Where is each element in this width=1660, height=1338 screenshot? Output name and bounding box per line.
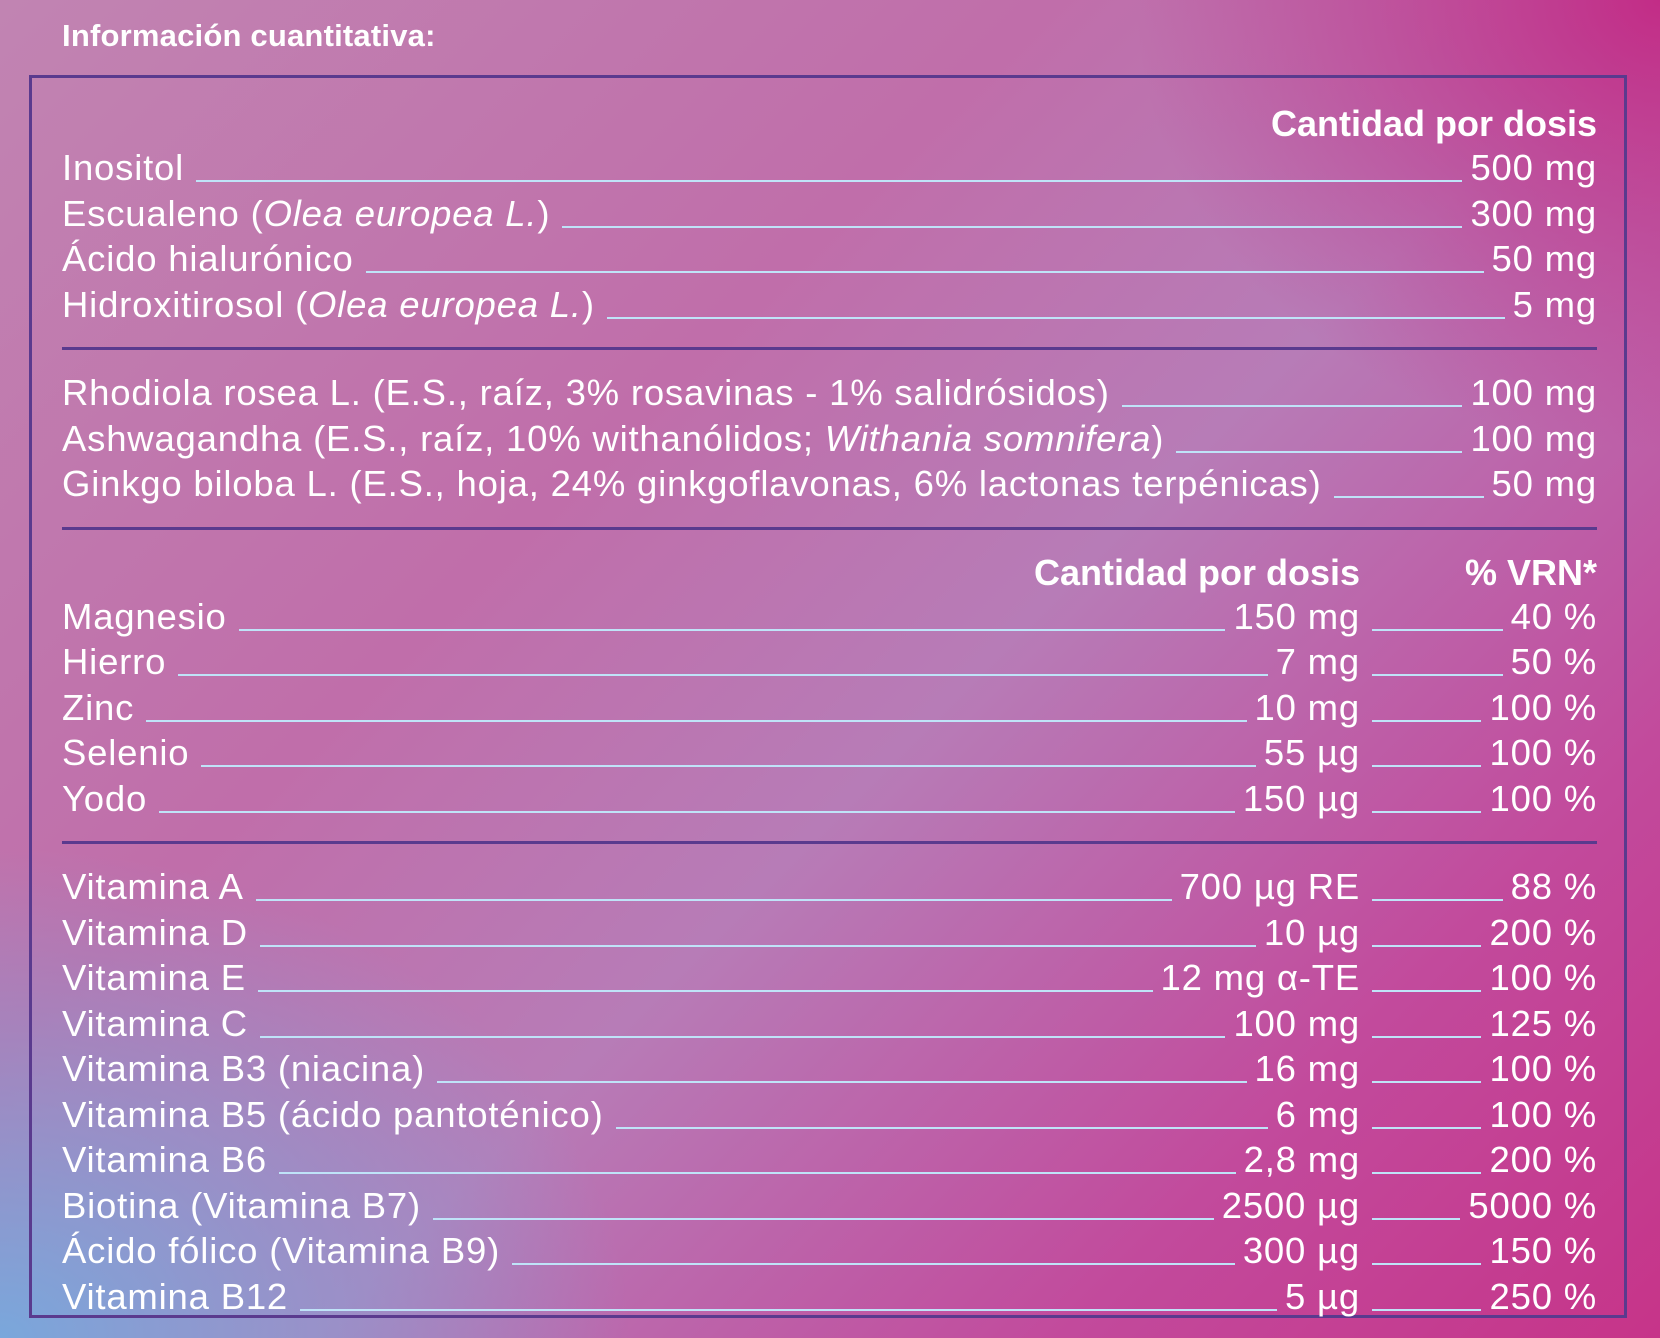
nutrient-name-part: ) <box>1151 417 1165 459</box>
table-row <box>62 641 1597 687</box>
amount-value: 2,8 mg <box>1243 1139 1360 1180</box>
nutrient-name: Vitamina B12 <box>62 1275 289 1317</box>
amount-value: 100 mg <box>1233 1002 1360 1044</box>
nutrient-name: Vitamina C <box>62 1002 248 1044</box>
table-row <box>62 372 1597 418</box>
amount-value: 10 mg <box>1254 686 1360 728</box>
nutrient-name: Vitamina B5 (ácido pantoténico) <box>62 1093 604 1135</box>
vrn-value: 150 % <box>1489 1230 1597 1271</box>
amount-value: 16 mg <box>1254 1048 1360 1089</box>
column-header-vrn: % VRN* <box>1464 551 1597 593</box>
vrn-value: 200 % <box>1489 1139 1597 1180</box>
leader-line <box>1372 629 1503 631</box>
leader-line <box>258 990 1153 992</box>
leader-line <box>260 1036 1225 1038</box>
leader-line <box>146 720 1247 722</box>
divider <box>62 841 1597 844</box>
amount-value: 5 µg <box>1285 1275 1360 1317</box>
table-row <box>62 1003 1597 1049</box>
nutrition-table-frame <box>29 75 1627 1318</box>
nutrient-name: Selenio <box>62 732 190 773</box>
table-row <box>62 238 1597 284</box>
nutrient-name <box>62 193 550 235</box>
leader-line <box>1372 674 1503 676</box>
table-row <box>62 1048 1597 1094</box>
amount-value: 5 mg <box>1512 283 1597 325</box>
nutrient-name: Magnesio <box>62 595 227 637</box>
vrn-value: 40 % <box>1510 595 1597 637</box>
table-row <box>62 1276 1597 1322</box>
amount-value: 700 µg RE <box>1179 866 1360 907</box>
scientific-name: Olea europea L. <box>308 283 582 325</box>
leader-line <box>1372 945 1481 947</box>
leader-line <box>1372 765 1481 767</box>
vrn-value: 100 % <box>1489 1048 1597 1089</box>
nutrient-name-part: Hidroxitirosol ( <box>62 283 309 325</box>
vrn-value: 5000 % <box>1468 1184 1597 1226</box>
table-row <box>62 732 1597 778</box>
leader-line <box>607 317 1505 319</box>
table-row <box>62 1230 1597 1276</box>
amount-value: 6 mg <box>1275 1093 1360 1135</box>
amount-value: 55 µg <box>1263 732 1360 773</box>
amount-value: 50 mg <box>1491 238 1597 279</box>
leader-line <box>1372 1127 1481 1129</box>
amount-value: 100 mg <box>1470 417 1597 459</box>
table-row <box>62 284 1597 330</box>
nutrient-name: Vitamina A <box>62 866 244 907</box>
scientific-name: Olea europea L. <box>263 192 538 234</box>
nutrient-name: Yodo <box>62 777 148 819</box>
page-heading: Información cuantitativa: <box>62 18 436 53</box>
vrn-value: 100 % <box>1489 777 1597 819</box>
amount-value: 300 µg <box>1242 1230 1360 1271</box>
leader-line <box>437 1081 1247 1083</box>
table-row <box>62 596 1597 642</box>
leader-line <box>1372 811 1481 813</box>
amount-value: 150 µg <box>1242 777 1360 819</box>
nutrient-name: Ácido fólico (Vitamina B9) <box>62 1230 501 1271</box>
table-row <box>62 147 1597 193</box>
vrn-value: 100 % <box>1489 1093 1597 1135</box>
leader-line <box>1372 720 1481 722</box>
nutrient-name-part: ) <box>537 192 551 234</box>
leader-line <box>300 1309 1277 1311</box>
leader-line <box>1372 1309 1481 1311</box>
nutrient-name <box>62 418 1164 460</box>
leader-line <box>616 1127 1268 1129</box>
nutrient-name: Ginkgo biloba L. (E.S., hoja, 24% ginkgoflavonas, 6% lactonas terpénicas) <box>62 463 1322 504</box>
section-minerals <box>62 596 1597 824</box>
table-row <box>62 687 1597 733</box>
section-plant-extracts <box>62 372 1597 509</box>
scientific-name: Withania somnifera <box>824 417 1152 459</box>
vrn-value: 125 % <box>1489 1002 1597 1044</box>
leader-line <box>256 899 1172 901</box>
nutrient-name: Vitamina E <box>62 957 246 998</box>
section-vitamins <box>62 866 1597 1321</box>
nutrient-name-part: Ashwagandha (E.S., raíz, 10% withanólidos; <box>62 417 825 459</box>
table-row <box>62 912 1597 958</box>
amount-value: 300 mg <box>1470 192 1597 234</box>
table-row <box>62 1094 1597 1140</box>
leader-line <box>562 226 1462 228</box>
vrn-value: 100 % <box>1489 957 1597 998</box>
nutrient-name: Hierro <box>62 641 167 682</box>
leader-line <box>366 271 1484 273</box>
nutrient-name-part: Escualeno ( <box>62 192 264 234</box>
leader-line <box>159 811 1235 813</box>
nutrient-name: Vitamina D <box>62 911 248 953</box>
leader-line <box>196 180 1462 182</box>
amount-value: 2500 µg <box>1221 1184 1360 1226</box>
nutrition-table <box>62 103 1597 1321</box>
nutrient-name-part: ) <box>581 283 595 325</box>
amount-value: 100 mg <box>1470 372 1597 413</box>
column-header-amount: Cantidad por dosis <box>1270 103 1597 144</box>
leader-line <box>178 674 1268 676</box>
vrn-value: 100 % <box>1489 686 1597 728</box>
leader-line <box>1372 990 1481 992</box>
amount-value: 50 mg <box>1491 463 1597 504</box>
leader-line <box>1372 1172 1481 1174</box>
vrn-value: 100 % <box>1489 732 1597 773</box>
amount-value: 150 mg <box>1233 595 1360 637</box>
amount-value: 7 mg <box>1275 641 1360 682</box>
table-row <box>62 957 1597 1003</box>
divider <box>62 347 1597 350</box>
nutrient-name: Biotina (Vitamina B7) <box>62 1184 421 1226</box>
nutrient-name: Rhodiola rosea L. (E.S., raíz, 3% rosavinas - 1% salidrósidos) <box>62 372 1110 413</box>
table-row <box>62 193 1597 239</box>
leader-line <box>201 765 1256 767</box>
leader-line <box>1372 899 1503 901</box>
amount-value: 12 mg α-TE <box>1160 957 1360 998</box>
vrn-value: 200 % <box>1489 911 1597 953</box>
table-row <box>62 418 1597 464</box>
vrn-value: 88 % <box>1510 866 1597 907</box>
nutrient-name <box>62 284 595 326</box>
leader-line <box>279 1172 1236 1174</box>
header-row-1 <box>62 103 1597 147</box>
table-row <box>62 1139 1597 1185</box>
leader-line <box>1176 451 1462 453</box>
header-row-2 <box>62 552 1597 596</box>
leader-line <box>1372 1036 1481 1038</box>
leader-line <box>1122 405 1462 407</box>
vrn-value: 250 % <box>1489 1275 1597 1317</box>
amount-value: 500 mg <box>1470 147 1597 188</box>
nutrient-name: Vitamina B6 <box>62 1139 267 1180</box>
table-row <box>62 1185 1597 1231</box>
leader-line <box>433 1218 1214 1220</box>
leader-line <box>260 945 1256 947</box>
divider <box>62 527 1597 530</box>
table-row <box>62 463 1597 509</box>
nutrient-name: Inositol <box>62 147 185 188</box>
nutrient-name: Vitamina B3 (niacina) <box>62 1048 426 1089</box>
leader-line <box>1372 1081 1481 1083</box>
table-row <box>62 866 1597 912</box>
leader-line <box>239 629 1225 631</box>
vrn-value: 50 % <box>1510 641 1597 682</box>
nutrient-name: Zinc <box>62 686 135 728</box>
leader-line <box>1334 496 1484 498</box>
table-row <box>62 778 1597 824</box>
column-header-amount: Cantidad por dosis <box>1033 551 1360 593</box>
section-active-ingredients <box>62 147 1597 329</box>
amount-value: 10 µg <box>1263 911 1360 953</box>
leader-line <box>1372 1263 1481 1265</box>
leader-line <box>1372 1218 1460 1220</box>
nutrient-name: Ácido hialurónico <box>62 238 354 279</box>
leader-line <box>512 1263 1235 1265</box>
